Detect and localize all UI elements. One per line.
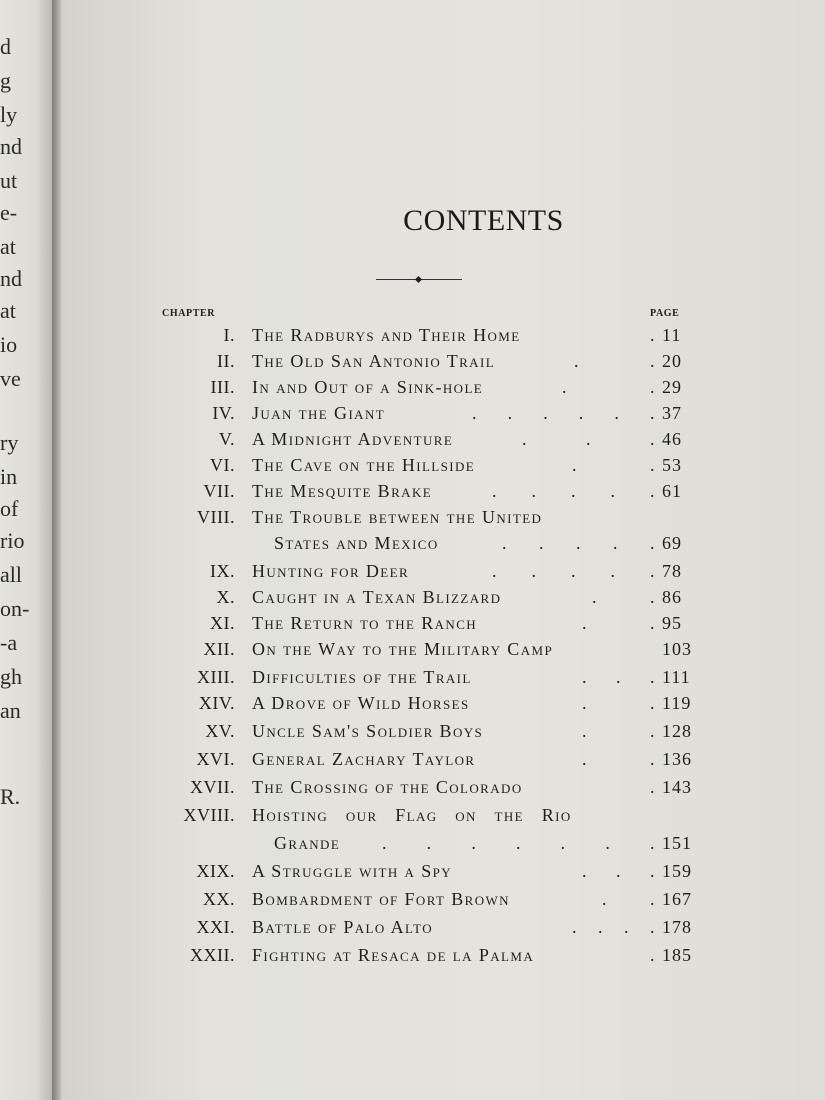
chapter-number: XIV. bbox=[198, 693, 235, 713]
chapter-title: The Mesquite Brake bbox=[252, 481, 433, 501]
page-column-header: PAGE bbox=[650, 308, 680, 319]
chapter-title: Caught in a Texan Blizzard bbox=[252, 587, 502, 607]
toc-entry: V. A Midnight Adventure . . . 46 bbox=[62, 426, 825, 452]
toc-entry: I. The Radburys and Their Home . 11 bbox=[62, 322, 825, 348]
chapter-column-header: CHAPTER bbox=[162, 308, 216, 319]
page-number: 128 bbox=[662, 721, 692, 741]
page-number: 159 bbox=[662, 861, 692, 881]
facing-page-fragment: g bbox=[0, 68, 11, 93]
page-number: 37 bbox=[662, 403, 682, 423]
toc-entry: XIII. Difficulties of the Trail . . . 111 bbox=[62, 664, 825, 690]
page-number: 61 bbox=[662, 481, 682, 501]
toc-entry: XV. Uncle Sam's Soldier Boys . . 128 bbox=[62, 718, 825, 744]
chapter-title: Hunting for Deer bbox=[252, 561, 410, 581]
chapter-title: A Midnight Adventure bbox=[252, 429, 454, 449]
chapter-number: XVIII. bbox=[183, 805, 235, 825]
page-number: 143 bbox=[662, 777, 692, 797]
facing-page-fragment: io bbox=[0, 332, 18, 357]
toc-entry: III. In and Out of a Sink-hole . . 29 bbox=[62, 374, 825, 400]
chapter-title: In and Out of a Sink-hole bbox=[252, 377, 484, 397]
chapter-number: IX. bbox=[210, 561, 235, 581]
chapter-title: The Return to the Ranch bbox=[252, 613, 478, 633]
toc-entry: IX. Hunting for Deer . . . . . 78 bbox=[62, 558, 825, 584]
chapter-number: X. bbox=[216, 587, 235, 607]
facing-page-fragment: all bbox=[0, 562, 22, 587]
toc-entry bbox=[62, 802, 825, 828]
chapter-title: Fighting at Resaca de la Palma bbox=[252, 945, 535, 965]
book-gutter bbox=[52, 0, 62, 1100]
facing-page-fragment: rio bbox=[0, 528, 25, 553]
page-number: 103 bbox=[662, 639, 692, 659]
chapter-title: General Zachary Taylor bbox=[252, 749, 476, 769]
page-number: 111 bbox=[662, 667, 691, 687]
chapter-title: A Drove of Wild Horses bbox=[252, 693, 470, 713]
facing-page-edge bbox=[0, 0, 52, 1100]
facing-page-fragment: ly bbox=[0, 102, 18, 127]
page-number: 11 bbox=[662, 325, 682, 345]
page-number: 178 bbox=[662, 917, 692, 937]
toc-entry: XIV. A Drove of Wild Horses . . 119 bbox=[62, 690, 825, 716]
chapter-title: The Crossing of the Colorado bbox=[252, 777, 523, 797]
toc-entry: XVII. The Crossing of the Colorado . 143 bbox=[62, 774, 825, 800]
facing-page-fragment: R. bbox=[0, 784, 21, 809]
facing-page-fragment: at bbox=[0, 234, 16, 259]
chapter-title: A Struggle with a Spy bbox=[252, 861, 453, 881]
toc-entry: XVI. General Zachary Taylor . . 136 bbox=[62, 746, 825, 772]
chapter-number: II. bbox=[217, 351, 235, 371]
chapter-number: XI. bbox=[210, 613, 235, 633]
chapter-title: Hoisting our Flag on the Rio bbox=[252, 805, 572, 825]
chapter-title: Battle of Palo Alto bbox=[252, 917, 434, 937]
chapter-title: Difficulties of the Trail bbox=[252, 667, 472, 687]
facing-page-fragment: ry bbox=[0, 430, 19, 455]
page-number: 46 bbox=[662, 429, 682, 449]
chapter-number: VI. bbox=[210, 455, 235, 475]
page-number: 95 bbox=[662, 613, 682, 633]
facing-page-fragment: e- bbox=[0, 200, 18, 225]
facing-page-fragment: an bbox=[0, 698, 21, 723]
toc-entry: VII. The Mesquite Brake . . . . . 61 bbox=[62, 478, 825, 504]
chapter-number: III. bbox=[210, 377, 235, 397]
toc-entry: IV. Juan the Giant . . . . . . 37 bbox=[62, 400, 825, 426]
page-number: 29 bbox=[662, 377, 682, 397]
chapter-number: XVII. bbox=[190, 777, 235, 797]
chapter-number: I. bbox=[223, 325, 235, 345]
page-number: 119 bbox=[662, 693, 692, 713]
chapter-title: Grande bbox=[274, 833, 341, 853]
chapter-number: VIII. bbox=[197, 507, 235, 527]
chapter-title: Juan the Giant bbox=[252, 403, 386, 423]
toc-entry bbox=[62, 636, 825, 662]
facing-page-fragment: on- bbox=[0, 596, 30, 621]
page-number: 78 bbox=[662, 561, 682, 581]
chapter-title: Uncle Sam's Soldier Boys bbox=[252, 721, 484, 741]
chapter-title: States and Mexico bbox=[274, 533, 439, 553]
page-number: 136 bbox=[662, 749, 692, 769]
page-number: 20 bbox=[662, 351, 682, 371]
facing-page-fragment: nd bbox=[0, 266, 22, 291]
facing-page-fragment: nd bbox=[0, 134, 22, 159]
toc-entry bbox=[62, 504, 825, 530]
chapter-number: VII. bbox=[203, 481, 235, 501]
page-number: 151 bbox=[662, 833, 692, 853]
chapter-number: XV. bbox=[205, 721, 235, 741]
toc-entry: XIX. A Struggle with a Spy . . . 159 bbox=[62, 858, 825, 884]
chapter-number: XIX. bbox=[196, 861, 235, 881]
chapter-title: The Old San Antonio Trail bbox=[252, 351, 496, 371]
page-number: 69 bbox=[662, 533, 682, 553]
facing-page-fragment: of bbox=[0, 496, 19, 521]
toc-entry: VI. The Cave on the Hillside . . 53 bbox=[62, 452, 825, 478]
toc-entry: XXI. Battle of Palo Alto . . . . 178 bbox=[62, 914, 825, 940]
chapter-number: XXII. bbox=[190, 945, 235, 965]
chapter-title: Bombardment of Fort Brown bbox=[252, 889, 510, 909]
chapter-number: V. bbox=[218, 429, 235, 449]
toc-entry: XXII. Fighting at Resaca de la Palma . 185 bbox=[62, 942, 825, 968]
chapter-number: XIII. bbox=[197, 667, 235, 687]
facing-page-fragment: in bbox=[0, 464, 18, 489]
chapter-number: XX. bbox=[203, 889, 235, 909]
page-number: 167 bbox=[662, 889, 692, 909]
facing-page-fragment: -a bbox=[0, 630, 18, 655]
page-number: 53 bbox=[662, 455, 682, 475]
page-number: 185 bbox=[662, 945, 692, 965]
chapter-number: IV. bbox=[212, 403, 235, 423]
divider-ornament bbox=[376, 278, 462, 282]
toc-entry: XI. The Return to the Ranch . . 95 bbox=[62, 610, 825, 636]
chapter-title: The Radburys and Their Home bbox=[252, 325, 521, 345]
toc-entry: II. The Old San Antonio Trail . . 20 bbox=[62, 348, 825, 374]
chapter-number: XVI. bbox=[196, 749, 235, 769]
toc-entry: X. Caught in a Texan Blizzard . . 86 bbox=[62, 584, 825, 610]
chapter-title: The Cave on the Hillside bbox=[252, 455, 476, 475]
toc-entry: XX. Bombardment of Fort Brown . . 167 bbox=[62, 886, 825, 912]
facing-page-fragment: ut bbox=[0, 168, 18, 193]
facing-page-fragment: ve bbox=[0, 366, 21, 391]
facing-page-fragment: gh bbox=[0, 664, 22, 689]
facing-page-fragment: d bbox=[0, 34, 11, 59]
chapter-title: The Trouble between the United bbox=[252, 507, 543, 527]
page-title: CONTENTS bbox=[403, 204, 564, 237]
contents-page bbox=[62, 0, 825, 1100]
page-number: 86 bbox=[662, 587, 682, 607]
chapter-number: XXI. bbox=[196, 917, 235, 937]
facing-page-fragment: at bbox=[0, 298, 16, 323]
chapter-title: On the Way to the Military Camp bbox=[252, 639, 554, 659]
chapter-number: XII. bbox=[203, 639, 235, 659]
toc-entry: States and Mexico . . . . . 69 bbox=[62, 530, 825, 556]
toc-entry: Grande . . . . . . . 151 bbox=[62, 830, 825, 856]
